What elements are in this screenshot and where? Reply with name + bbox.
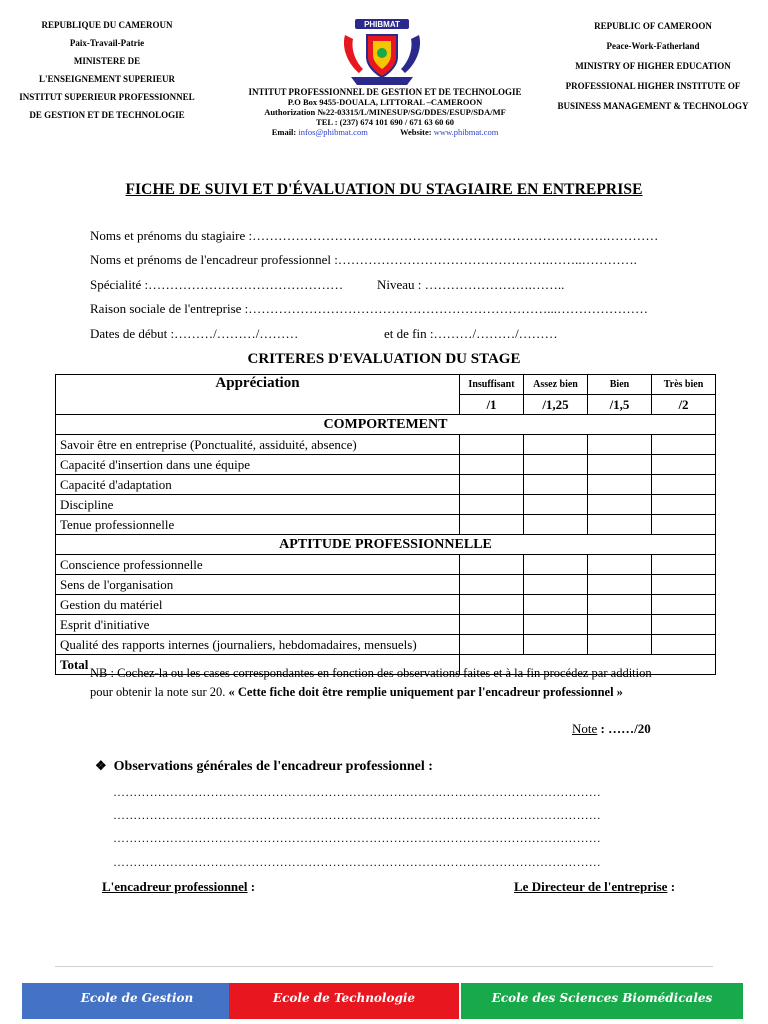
score-cell[interactable] (524, 615, 588, 635)
table-row (56, 555, 716, 575)
score-cell[interactable] (652, 575, 716, 595)
score-cell[interactable] (588, 575, 652, 595)
score-cell[interactable] (588, 555, 652, 575)
col-points-assez-bien: /1,25 (524, 395, 588, 415)
score-cell[interactable] (460, 475, 524, 495)
header-left (18, 16, 196, 124)
footer-ecole-gestion-label: Ecole de Gestion (80, 991, 194, 1005)
criterion-label: Esprit d'initiative (56, 615, 460, 635)
institute-contact (220, 127, 550, 137)
page-title: FICHE DE SUIVI ET D'ÉVALUATION DU STAGIAIRE EN ENTREPRISE (125, 181, 643, 198)
section-aptitude-professionnelle: APTITUDE PROFESSIONNELLE (56, 535, 716, 555)
footer-ecole-technologie (229, 983, 459, 1019)
signature-suffix: : (667, 879, 676, 894)
nb-instructions (90, 664, 670, 702)
field-stagiaire[interactable]: Noms et prénoms du stagiaire :……………………………………………………………………….………… (90, 228, 659, 243)
table-row (56, 495, 716, 515)
score-cell[interactable] (524, 495, 588, 515)
score-cell[interactable] (460, 515, 524, 535)
score-cell[interactable] (588, 615, 652, 635)
criterion-label: Conscience professionnelle (56, 555, 460, 575)
header-right-line: PROFESSIONAL HIGHER INSTITUTE OF BUSINESS MANAGEMENT & TECHNOLOGY (557, 81, 749, 111)
note-field[interactable] (572, 721, 651, 737)
table-row (56, 515, 716, 535)
observation-line[interactable]: ………………………………………………………………………………………………………… (113, 785, 601, 799)
field-niveau[interactable]: Niveau : …………………….…….. (377, 277, 565, 292)
field-raison-sociale[interactable]: Raison sociale de l'entreprise :……………………………………………………………...………………… (90, 301, 649, 316)
institute-logo (337, 15, 427, 87)
table-row (56, 635, 716, 655)
col-header-bien: Bien (588, 375, 652, 395)
score-cell[interactable] (460, 555, 524, 575)
score-cell[interactable] (588, 435, 652, 455)
table-row (56, 575, 716, 595)
header-right-line: Peace-Work-Fatherland (606, 41, 700, 51)
nb-bold-text: « Cette fiche doit être remplie uniquement par l'encadreur professionnel » (228, 685, 623, 699)
criteria-title: CRITERES D'EVALUATION DU STAGE (247, 351, 521, 367)
score-cell[interactable] (652, 455, 716, 475)
institute-address: P.O Box 9455-DOUALA, LITTORAL –CAMEROON (287, 97, 483, 107)
appreciation-header: Appréciation (56, 375, 460, 415)
observations-heading (95, 758, 433, 775)
footer-ecole-sciences-label: Ecole des Sciences Biomédicales (491, 991, 713, 1005)
note-value: : ……/20 (597, 721, 651, 736)
score-cell[interactable] (652, 495, 716, 515)
footer-ecole-sciences-biomedicales (461, 983, 743, 1019)
observations-label: Observations générales de l'encadreur professionnel : (113, 759, 433, 774)
score-cell[interactable] (652, 635, 716, 655)
score-cell[interactable] (652, 595, 716, 615)
score-cell[interactable] (460, 455, 524, 475)
signature-directeur-label: Le Directeur de l'entreprise (514, 879, 668, 894)
score-cell[interactable] (524, 595, 588, 615)
header-right-line: MINISTRY OF HIGHER EDUCATION (575, 61, 731, 71)
score-cell[interactable] (460, 495, 524, 515)
score-cell[interactable] (588, 515, 652, 535)
observation-line[interactable]: ………………………………………………………………………………………………………… (113, 831, 601, 845)
score-cell[interactable] (652, 435, 716, 455)
score-cell[interactable] (652, 475, 716, 495)
note-label: Note (572, 721, 598, 736)
header-left-line: INSTITUT SUPERIEUR PROFESSIONNEL DE GESTION ET DE TECHNOLOGIE (19, 92, 195, 120)
score-cell[interactable] (524, 455, 588, 475)
criterion-label: Tenue professionnelle (56, 515, 460, 535)
score-cell[interactable] (588, 475, 652, 495)
score-cell[interactable] (652, 515, 716, 535)
score-cell[interactable] (460, 595, 524, 615)
email-label: Email: (271, 127, 297, 137)
email-link[interactable]: infos@phibmat.com (298, 127, 368, 137)
criterion-label: Savoir être en entreprise (Ponctualité, assiduité, absence) (56, 435, 460, 455)
table-row (56, 455, 716, 475)
institute-tel: TEL : (237) 674 101 690 / 671 63 60 60 (316, 117, 454, 127)
table-row (56, 615, 716, 635)
score-cell[interactable] (524, 515, 588, 535)
diamond-bullet-icon: ❖ (95, 758, 107, 773)
score-cell[interactable] (460, 615, 524, 635)
field-date-debut[interactable]: Dates de début :………/………/……… (90, 326, 299, 341)
header-center (220, 87, 550, 137)
website-link[interactable]: www.phibmat.com (433, 127, 499, 137)
criterion-label: Gestion du matériel (56, 595, 460, 615)
total-label: Total (56, 655, 460, 675)
section-comportement: COMPORTEMENT (56, 415, 716, 435)
score-cell[interactable] (588, 635, 652, 655)
score-cell[interactable] (524, 475, 588, 495)
observation-line[interactable]: ………………………………………………………………………………………………………… (113, 855, 601, 869)
col-points-tres-bien: /2 (652, 395, 716, 415)
field-specialite[interactable]: Spécialité :……………………………………… (90, 277, 344, 292)
svg-text:PHIBMAT: PHIBMAT (364, 20, 400, 29)
score-cell[interactable] (652, 615, 716, 635)
score-cell[interactable] (524, 635, 588, 655)
signature-encadreur (102, 879, 255, 895)
footer-ecole-gestion (22, 983, 252, 1019)
nb-text: NB : Cochez-la ou les cases correspondantes en fonction des observations faites et à la fin procédez par addition pour obtenir la note sur 20. (90, 666, 652, 699)
header-right-line: REPUBLIC OF CAMEROON (594, 21, 712, 31)
score-cell[interactable] (524, 555, 588, 575)
institute-name: INTITUT PROFESSIONNEL DE GESTION ET DE TECHNOLOGIE (248, 87, 522, 97)
header-left-line: REPUBLIQUE DU CAMEROUN (41, 20, 173, 30)
score-cell[interactable] (460, 435, 524, 455)
signature-encadreur-label: L'encadreur professionnel (102, 879, 248, 894)
score-cell[interactable] (460, 635, 524, 655)
col-header-tres-bien: Très bien (652, 375, 716, 395)
table-row (56, 435, 716, 455)
signature-suffix: : (247, 879, 256, 894)
table-row (56, 595, 716, 615)
footer-divider (55, 966, 713, 967)
criterion-label: Capacité d'insertion dans une équipe (56, 455, 460, 475)
header-left-line: MINISTERE DE L'ENSEIGNEMENT SUPERIEUR (38, 56, 176, 84)
criterion-label: Discipline (56, 495, 460, 515)
score-cell[interactable] (652, 555, 716, 575)
col-points-insuffisant: /1 (460, 395, 524, 415)
website-label: Website: (399, 127, 432, 137)
col-points-bien: /1,5 (588, 395, 652, 415)
header-left-line: Paix-Travail-Patrie (69, 38, 145, 48)
observation-line[interactable]: ………………………………………………………………………………………………………… (113, 808, 601, 822)
score-cell[interactable] (588, 455, 652, 475)
score-cell[interactable] (460, 575, 524, 595)
col-header-insuffisant: Insuffisant (460, 375, 524, 395)
footer-ecole-technologie-label: Ecole de Technologie (272, 991, 416, 1005)
criterion-label: Capacité d'adaptation (56, 475, 460, 495)
criterion-label: Qualité des rapports internes (journaliers, hebdomadaires, mensuels) (56, 635, 460, 655)
criterion-label: Sens de l'organisation (56, 575, 460, 595)
score-cell[interactable] (524, 575, 588, 595)
signature-directeur (514, 879, 675, 895)
score-cell[interactable] (588, 495, 652, 515)
field-encadreur[interactable]: Noms et prénoms de l'encadreur professionnel :………………………………………….……..…………. (90, 252, 637, 267)
evaluation-table (55, 374, 716, 675)
field-date-fin[interactable]: et de fin :………/………/……… (384, 326, 558, 341)
score-cell[interactable] (524, 435, 588, 455)
table-row (56, 475, 716, 495)
header-right (553, 16, 753, 116)
col-header-assez-bien: Assez bien (524, 375, 588, 395)
score-cell[interactable] (588, 595, 652, 615)
institute-authorization: Authorization №22-03315/L/MINESUP/SG/DDES/ESUP/SDA/MF (264, 107, 506, 117)
